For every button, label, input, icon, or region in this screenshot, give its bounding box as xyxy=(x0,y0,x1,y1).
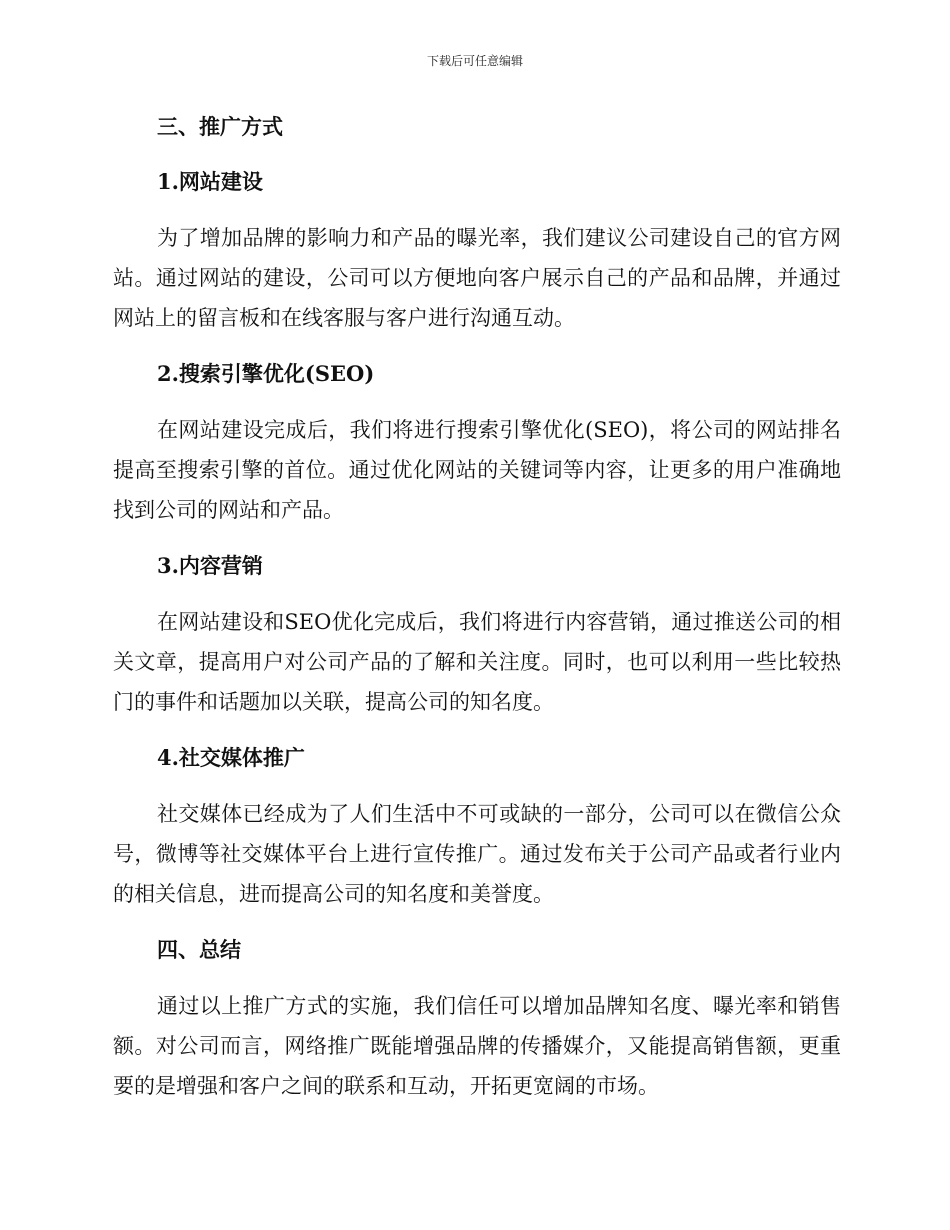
subsection-heading-content-marketing: 3.内容营销 xyxy=(157,553,263,578)
paragraph-website: 为了增加品牌的影响力和产品的曝光率，我们建议公司建设自己的官方网站。通过网站的建设，公司可以方便地向客户展示自己的产品和品牌，并通过网站上的留言板和在线客服与客户进行沟通互动。 xyxy=(113,226,841,330)
subsection-heading-social-media: 4.社交媒体推广 xyxy=(157,745,305,770)
section-heading-summary: 四、总结 xyxy=(157,937,241,962)
page-header-note: 下载后可任意编辑 xyxy=(426,54,523,68)
paragraph-seo: 在网站建设完成后，我们将进行搜索引擎优化(SEO)，将公司的网站排名提高至搜索引擎的首位。通过优化网站的关键词等内容，让更多的用户准确地找到公司的网站和产品。 xyxy=(113,418,841,522)
subsection-heading-seo: 2.搜索引擎优化(SEO) xyxy=(157,361,375,386)
document-body xyxy=(113,108,841,1123)
subsection-heading-website: 1.网站建设 xyxy=(157,169,263,194)
paragraph-summary: 通过以上推广方式的实施，我们信任可以增加品牌知名度、曝光率和销售额。对公司而言，网络推广既能增强品牌的传播媒介，又能提高销售额，更重要的是增强和客户之间的联系和互动，开拓更宽阔的市场。 xyxy=(113,994,841,1098)
paragraph-content-marketing: 在网站建设和SEO优化完成后，我们将进行内容营销，通过推送公司的相关文章，提高用户对公司产品的了解和关注度。同时，也可以利用一些比较热门的事件和话题加以关联，提高公司的知名度。 xyxy=(113,610,841,714)
paragraph-social-media: 社交媒体已经成为了人们生活中不可或缺的一部分，公司可以在微信公众号，微博等社交媒体平台上进行宣传推广。通过发布关于公司产品或者行业内的相关信息，进而提高公司的知名度和美誉度。 xyxy=(113,802,841,906)
section-heading-promotion: 三、推广方式 xyxy=(157,114,283,139)
